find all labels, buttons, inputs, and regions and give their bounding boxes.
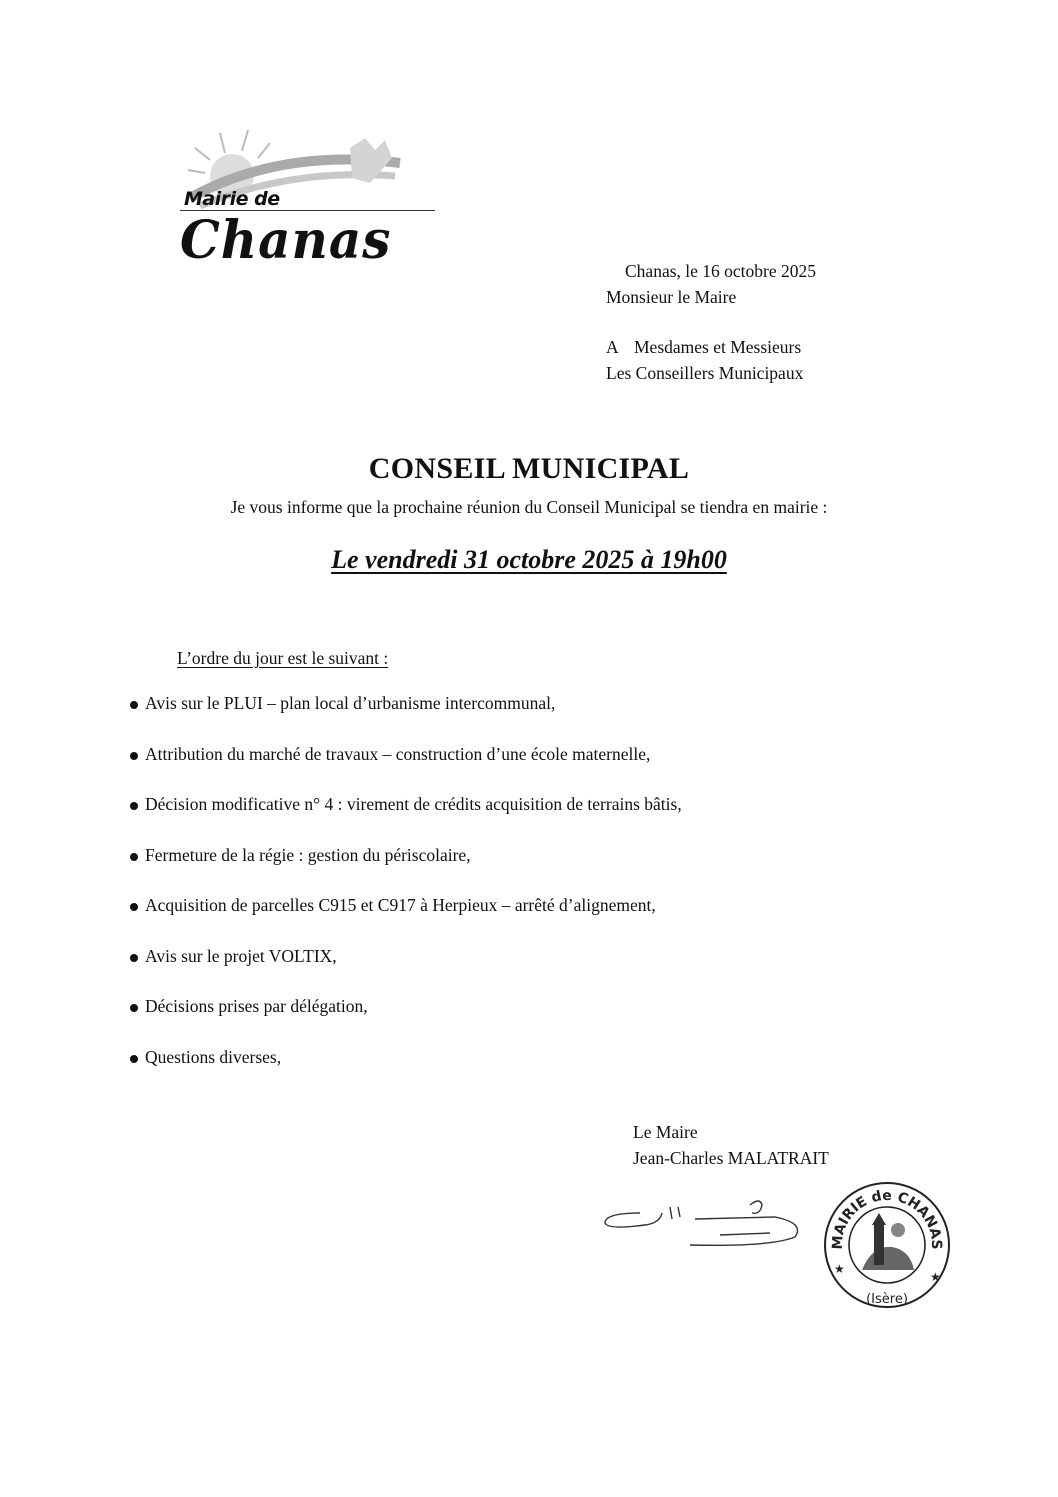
agenda-heading: L’ordre du jour est le suivant : — [177, 648, 389, 668]
logo-text-mairie: Mairie de — [184, 188, 280, 210]
handwritten-signature — [600, 1195, 810, 1255]
bullet-icon — [130, 954, 138, 962]
svg-text:★: ★ — [930, 1270, 941, 1284]
signatory — [633, 1119, 829, 1171]
letter-header — [606, 258, 816, 310]
agenda-list — [130, 693, 682, 1097]
agenda-item-text: Acquisition de parcelles C915 et C917 à Herpieux – arrêté d’alignement, — [145, 895, 656, 915]
bullet-icon — [130, 853, 138, 861]
agenda-item — [130, 1047, 682, 1098]
bullet-icon — [130, 903, 138, 911]
signatory-name: Jean-Charles MALATRAIT — [633, 1148, 829, 1168]
signatory-role: Le Maire — [633, 1122, 698, 1142]
agenda-item-text: Questions diverses, — [145, 1046, 282, 1067]
bullet-icon — [130, 701, 138, 709]
recipient-line-2: Les Conseillers Municipaux — [606, 363, 804, 383]
agenda-item — [130, 693, 682, 744]
sender: Monsieur le Maire — [606, 287, 737, 307]
agenda-item-text: Décisions prises par délégation, — [145, 996, 368, 1016]
agenda-item-text: Fermeture de la régie : gestion du périscolaire, — [145, 844, 471, 865]
recipients — [606, 334, 803, 386]
stamp-top-text: MAIRIE de CHANAS — [829, 1187, 945, 1250]
agenda-item — [130, 996, 682, 1047]
bullet-icon — [130, 1055, 138, 1063]
meeting-date-text: Le vendredi 31 octobre 2025 à 19h00 — [331, 545, 727, 574]
agenda-item-text: Décision modificative n° 4 : virement de crédits acquisition de terrains bâtis, — [145, 794, 682, 814]
intro-text: Je vous informe que la prochaine réunion du Conseil Municipal se tiendra en mairie : — [230, 497, 828, 517]
bullet-icon — [130, 802, 138, 810]
bullet-icon — [130, 752, 138, 760]
agenda-item-text: Avis sur le projet VOLTIX, — [145, 945, 337, 966]
church-emblem-icon — [862, 1213, 914, 1270]
official-stamp — [822, 1175, 952, 1315]
agenda-item — [130, 946, 682, 997]
agenda-item — [130, 845, 682, 896]
stamp-bottom-text: (Isère) — [866, 1292, 908, 1307]
document-title: CONSEIL MUNICIPAL — [368, 452, 690, 485]
logo-text-chanas: Chanas — [180, 208, 392, 271]
mairie-logo — [170, 118, 440, 278]
letter-date: Chanas, le 16 octobre 2025 — [625, 261, 816, 281]
recipient-prefix: A — [606, 337, 619, 357]
svg-text:★: ★ — [834, 1262, 845, 1276]
agenda-item — [130, 794, 682, 845]
bullet-icon — [130, 1004, 138, 1012]
agenda-item — [130, 895, 682, 946]
agenda-item-text: Attribution du marché de travaux – construction d’une école maternelle, — [145, 743, 651, 764]
agenda-item — [130, 744, 682, 795]
meeting-date — [0, 545, 1058, 575]
agenda-item-text: Avis sur le PLUI – plan local d’urbanisme intercommunal, — [145, 693, 556, 713]
recipient-line-1: Mesdames et Messieurs — [634, 337, 802, 357]
